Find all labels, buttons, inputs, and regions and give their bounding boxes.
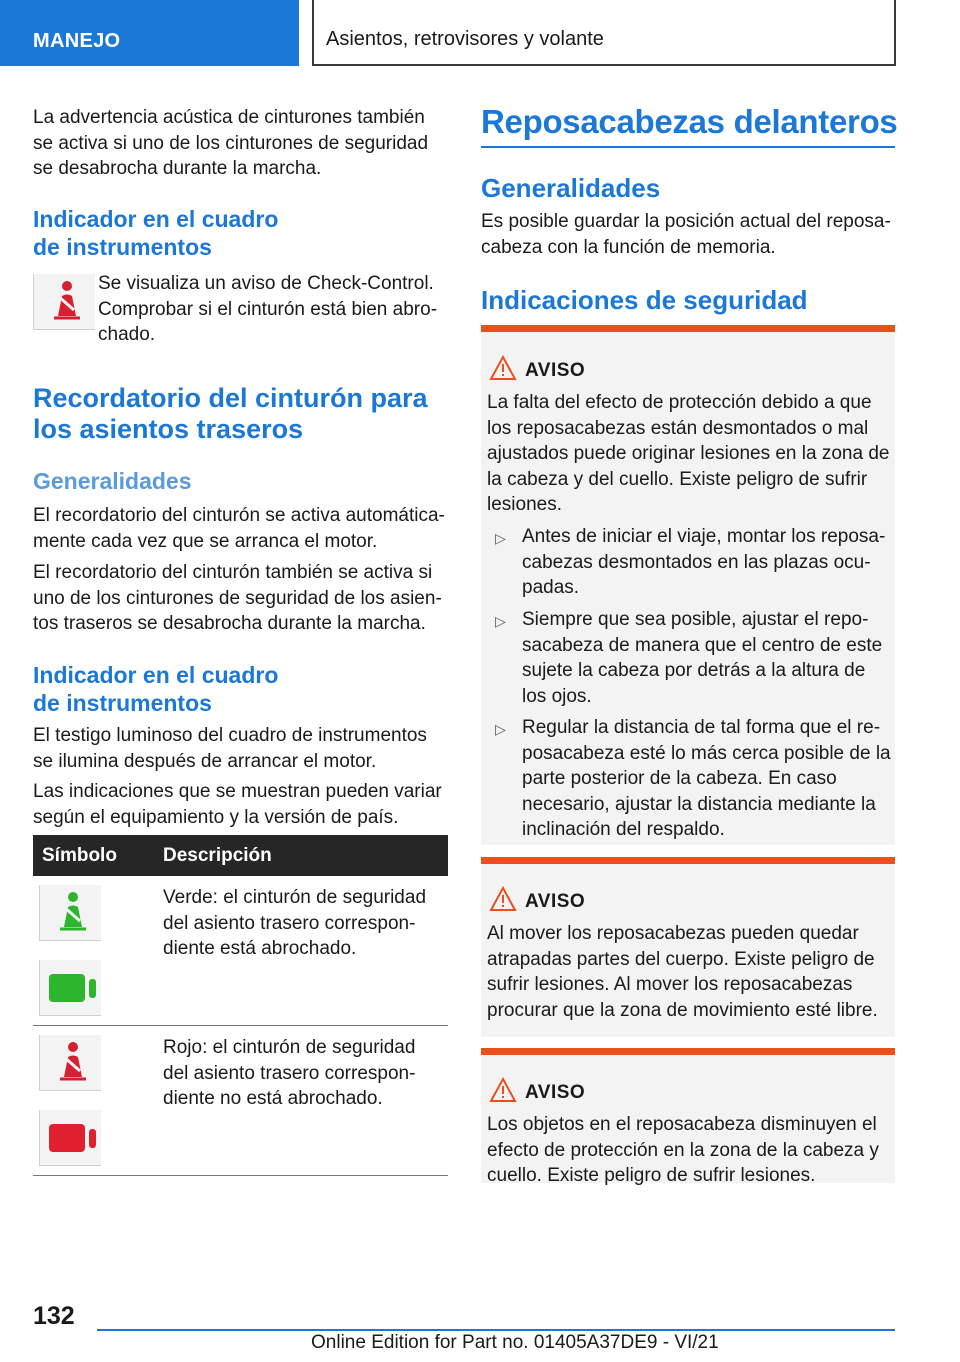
- footer-rule: [97, 1329, 895, 1331]
- warning-label: AVISO: [525, 360, 586, 381]
- symbol-table-header: [33, 835, 448, 876]
- row-2-description: Rojo: el cinturón de seguridad del asiento trasero correspondiente no está abrochado.: [163, 1037, 416, 1109]
- warning-box-1: [481, 325, 895, 845]
- bullet-triangle-icon: ▷: [495, 721, 506, 737]
- warning-1-bullet-3: Regular la distancia de tal forma que el reposacabeza esté lo más cerca posible de la parte posterior de la cabeza. En caso necesario, ajustar la distancia mediante la inclinación del respaldo.: [522, 717, 891, 840]
- section-tab: [0, 0, 299, 66]
- page-number: 132: [33, 1302, 75, 1330]
- warning-triangle-icon: [489, 1077, 517, 1103]
- table-row: [33, 1026, 448, 1176]
- bullet-triangle-icon: ▷: [495, 530, 506, 546]
- red-seatbelt-warning-icon: [33, 274, 95, 330]
- chapter-tab: [312, 0, 896, 66]
- intro-paragraph: La advertencia acústica de cinturones también se activa si uno de los cinturones de seguridad se desabrocha durante la marcha.: [33, 107, 429, 179]
- col-symbol-header: Símbolo: [42, 845, 117, 866]
- general-heading-left: Generalidades: [33, 468, 192, 494]
- green-seatbelt-icon: [39, 885, 101, 941]
- reminder-heading: Recordatorio del cinturón para los asientos traseros: [33, 383, 428, 444]
- indicator-1-text: Se visualiza un aviso de Check-Control. Comprobar si el cinturón está bien abrochado.: [98, 273, 438, 345]
- green-seat-indicator-icon: [39, 960, 101, 1016]
- warning-1-text: La falta del efecto de protección debido a que los reposacabezas están desmontados o mal ajustados puede originar lesiones en la zona de la cabeza y del cuello. Existe peligro de sufrir lesiones.: [487, 392, 890, 515]
- col-description-header: Descripción: [163, 845, 272, 866]
- warning-1-bullet-2: Siempre que sea posible, ajustar el reposacabeza de manera que el centro de este sujete la cabeza por detrás a la altura de los ojos.: [522, 609, 883, 707]
- page-header: [0, 0, 960, 66]
- section-label: MANEJO: [33, 30, 121, 52]
- warning-1-bullet-1: Antes de iniciar el viaje, montar los reposacabezas desmontados en las plazas ocupadas.: [522, 526, 886, 598]
- general-paragraph-2: El recordatorio del cinturón también se activa si uno de los cinturones de seguridad de los asientos traseros se desabrocha durante la marcha.: [33, 562, 442, 634]
- footer-edition: Online Edition for Part no. 01405A37DE9 - VI/21: [311, 1332, 719, 1353]
- warning-triangle-icon: [489, 355, 517, 381]
- row-1-description: Verde: el cinturón de seguridad del asiento trasero correspondiente está abrochado.: [163, 887, 427, 959]
- indicator-2-paragraph-1: El testigo luminoso del cuadro de instrumentos se ilumina después de arrancar el motor.: [33, 725, 427, 772]
- symbol-table: [33, 835, 448, 1176]
- warning-label: AVISO: [525, 1082, 586, 1103]
- warning-3-text: Los objetos en el reposacabeza disminuyen el efecto de protección en la zona de la cabeza y cuello. Existe peligro de sufrir lesiones.: [487, 1114, 879, 1186]
- warning-box-3: [481, 1048, 895, 1186]
- warning-2-text: Al mover los reposacabezas pueden quedar atrapadas partes del cuerpo. Existe peligro de sufrir lesiones. Al mover los reposacabezas procurar que la zona de movimiento esté libre.: [487, 923, 878, 1021]
- indicator-heading-2: Indicador en el cuadro de instrumentos: [33, 662, 279, 716]
- red-seatbelt-icon: [39, 1035, 101, 1091]
- general-text-right: Es posible guardar la posición actual del reposacabeza con la función de memoria.: [481, 211, 891, 258]
- bullet-triangle-icon: ▷: [495, 613, 506, 629]
- chapter-label: Asientos, retrovisores y volante: [326, 28, 604, 50]
- safety-heading: Indicaciones de seguridad: [481, 285, 808, 315]
- warning-box-2: [481, 857, 895, 1037]
- indicator-heading-1: Indicador en el cuadro de instrumentos: [33, 206, 279, 260]
- red-seat-indicator-icon: [39, 1110, 101, 1166]
- warning-triangle-icon: [489, 886, 517, 912]
- table-row: [33, 876, 448, 1026]
- title-underline: [481, 146, 895, 148]
- indicator-2-paragraph-2: Las indicaciones que se muestran pueden variar según el equipamiento y la versión de país.: [33, 781, 442, 828]
- headrest-title: Reposacabezas delanteros: [481, 103, 898, 140]
- general-paragraph-1: El recordatorio del cinturón se activa automáticamente cada vez que se arranca el motor.: [33, 505, 445, 552]
- general-heading-right: Generalidades: [481, 173, 661, 203]
- warning-label: AVISO: [525, 891, 586, 912]
